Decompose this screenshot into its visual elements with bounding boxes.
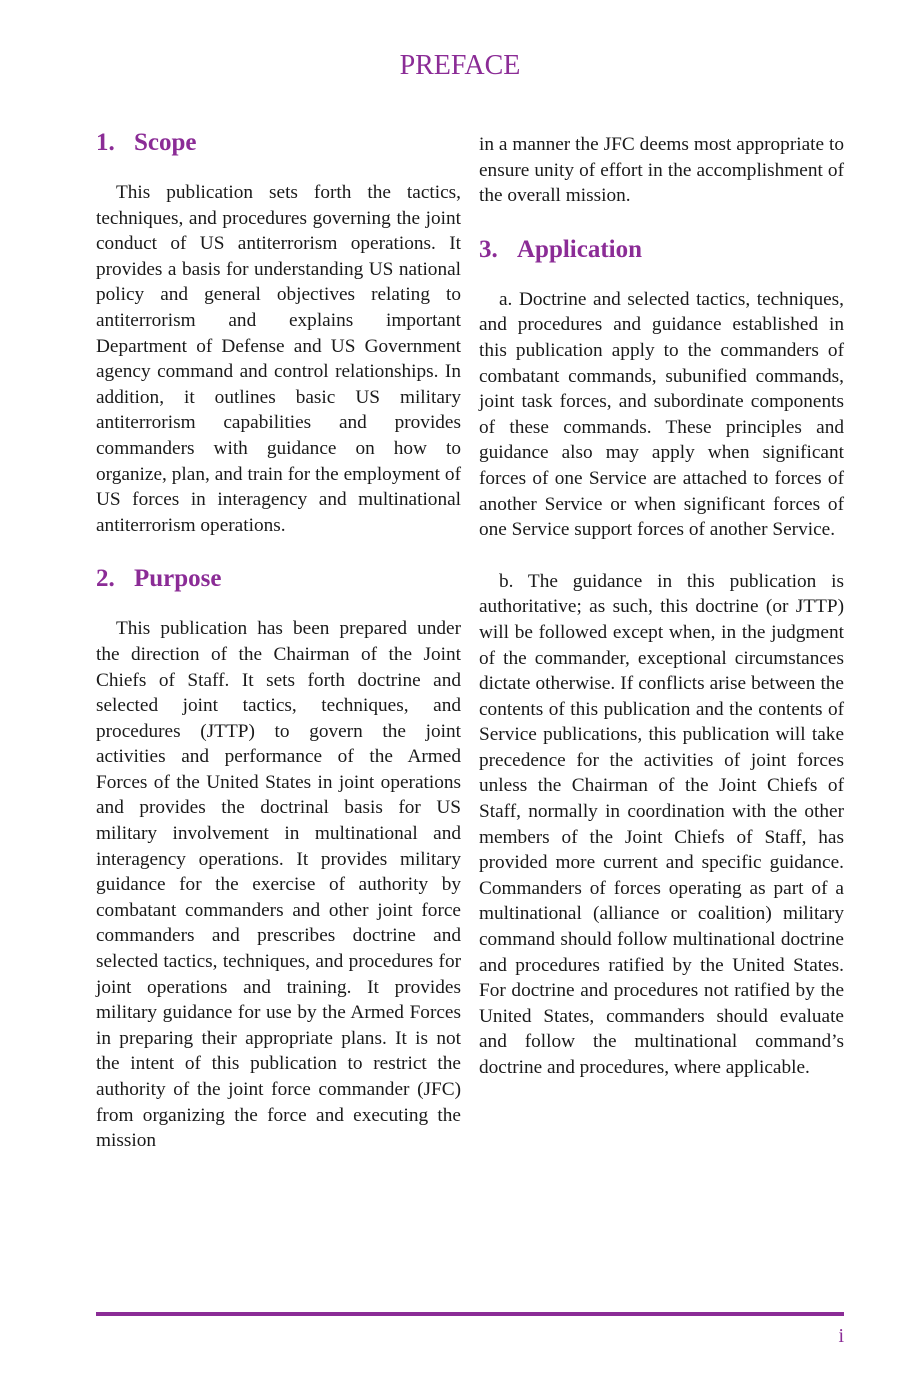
application-paragraph-a: a. Doctrine and selected tactics, techniques, and procedures and guidance established in this publication apply to the commanders of combatant commands, subunified commands, joint task forces, and subordinate components of these commands. These principles and guidance also may apply when significant forces of one Service are attached to forces of another Service or when significant forces of one Service support forces of another Service. (479, 288, 844, 541)
section-number: 2. (96, 565, 115, 593)
page-title: PREFACE (399, 50, 521, 81)
purpose-paragraph-part2: in a manner the JFC deems most appropriate to ensure unity of effort in the accomplishment of the overall mission. (479, 134, 844, 207)
section-heading-application (479, 235, 844, 265)
scope-paragraph: This publication sets forth the tactics, techniques, and procedures governing the joint conduct of US antiterrorism operations. It provides a basis for understanding US national policy and general objectives relating to antiterrorism and explains important Department of Defense and US Government agency command and control relationships. In addition, it outlines basic US military antiterrorism capabilities and provides commanders with guidance on how to organize, plan, and train for the employment of US forces in interagency and multinational antiterrorism operations. (96, 182, 461, 536)
section-title: Application (517, 235, 643, 263)
footer-rule (96, 1312, 844, 1316)
section-title: Purpose (134, 565, 222, 593)
application-paragraph-b: b. The guidance in this publication is authoritative; as such, this doctrine (or JTTP) will be followed except when, in the judgment of the commander, exceptional circumstances dictate otherwise. If conflicts arise between the contents of this publication and the contents of Service publications, this publication will take precedence for the activities of joint forces unless the Chairman of the Joint Chiefs of Staff, normally in coordination with the other members of the Joint Chiefs of Staff, has provided more current and specific guidance. Commanders of forces operating as part of a multinational (alliance or coalition) military command should follow multinational doctrine and procedures ratified by the United States. For doctrine and procedures not ratified by the United States, commanders should evaluate and follow the multinational command’s doctrine and procedures, where applicable. (479, 570, 844, 1078)
section-title: Scope (134, 129, 197, 156)
section-heading-scope (96, 128, 461, 158)
right-column (479, 132, 844, 1107)
purpose-paragraph-part1: This publication has been prepared under the direction of the Chairman of the Joint Chiefs of Staff. It sets forth doctrine and selected joint tactics, techniques, and procedures (JTTP) to govern the joint activities and performance of the Armed Forces of the United States in joint operations and provides the doctrinal basis for US military involvement in multinational and interagency operations. It provides military guidance for the exercise of authority by combatant commanders and other joint force commanders and prescribes doctrine and selected tactics, techniques, and procedures for joint operations and training. It provides military guidance for use by the Armed Forces in preparing their appropriate plans. It is not the intent of this publication to restrict the authority of the joint force commander (JFC) from organizing the force and executing the mission (96, 618, 461, 1152)
left-column (96, 128, 461, 1180)
section-number: 1. (96, 129, 115, 156)
page-number: i (838, 1325, 844, 1347)
section-heading-purpose (96, 564, 461, 594)
section-number: 3. (479, 235, 498, 263)
